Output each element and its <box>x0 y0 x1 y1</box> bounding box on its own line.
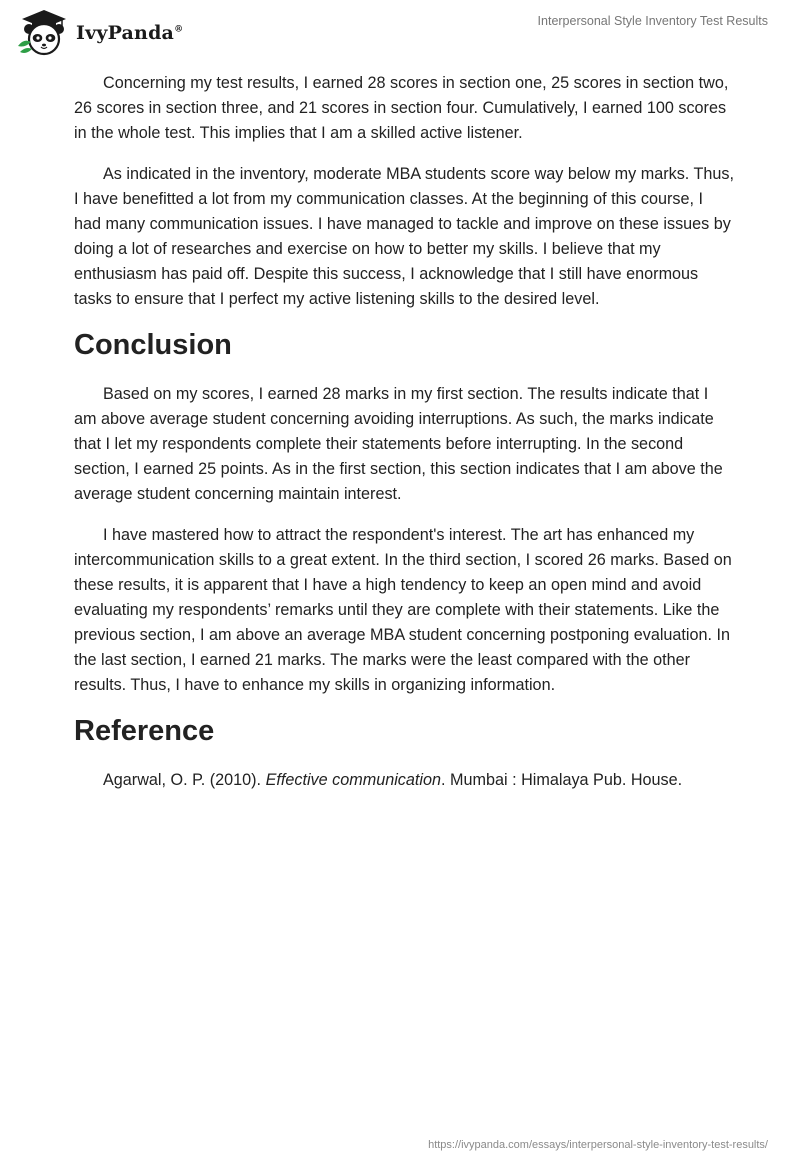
reference-title: Effective communication <box>265 771 442 789</box>
document-title: Interpersonal Style Inventory Test Results <box>537 14 768 28</box>
registered-mark: ® <box>174 24 184 35</box>
source-url[interactable]: https://ivypanda.com/essays/interpersonal-style-inventory-test-results/ <box>428 1139 768 1151</box>
page-header <box>0 0 800 60</box>
brand-name: IvyPanda® <box>76 22 184 44</box>
reference-publisher: . Mumbai : Himalaya Pub. House. <box>441 771 683 789</box>
paragraph: As indicated in the inventory, moderate MBA students score way below my marks. Thus, I have benefitted a lot from my communication classes. At the beginning of this course, I had many communication issues. I have managed to tackle and improve on these issues by doing a lot of researches and exercise on how to better my skills. I believe that my enthusiasm has paid off. Despite this success, I acknowledge that I still have enormous tasks to ensure that I perfect my active listening skills to the desired level. <box>74 165 734 308</box>
panda-graduate-icon <box>16 8 72 56</box>
paragraph: I have mastered how to attract the respondent's interest. The art has enhanced my intercommunication skills to a great extent. In the third section, I scored 26 marks. Based on these results, it is apparent that I have a high tendency to keep an open mind and avoid evaluating my respondents’ remarks until they are complete with their statements. Like the previous section, I am above an average MBA student concerning postponing evaluation. In the last section, I earned 21 marks. The marks were the least compared with the other results. Thus, I have to enhance my skills in organizing information. <box>74 526 732 694</box>
ivypanda-logo[interactable] <box>16 8 183 56</box>
essay-content <box>74 71 734 809</box>
conclusion-heading: Conclusion <box>74 329 232 361</box>
reference-entry <box>74 768 734 793</box>
paragraph: Concerning my test results, I earned 28 scores in section one, 25 scores in section two, 26 scores in section three, and 21 scores in section four. Cumulatively, I earned 100 scores in the whole test. This implies that I am a skilled active listener. <box>74 74 729 142</box>
reference-author-year: Agarwal, O. P. (2010). <box>103 771 266 789</box>
paragraph: Based on my scores, I earned 28 marks in my first section. The results indicate that I am above average student concerning avoiding interruptions. As such, the marks indicate that I let my respondents complete their statements before interrupting. In the second section, I earned 25 points. As in the first section, this section indicates that I am above the average student concerning maintain interest. <box>74 385 723 503</box>
reference-heading: Reference <box>74 715 215 747</box>
